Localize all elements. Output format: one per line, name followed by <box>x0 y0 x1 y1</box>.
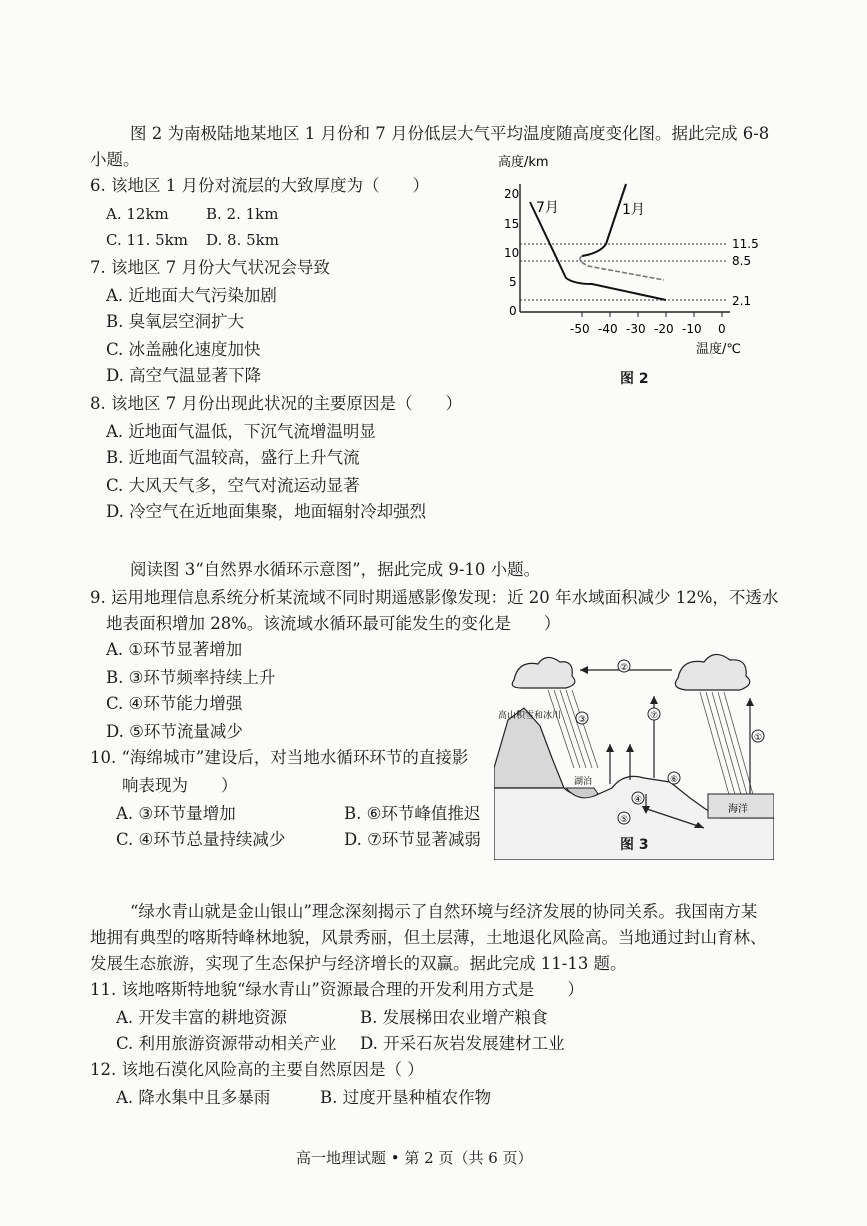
ytick-5: 5 <box>509 275 517 289</box>
question-10-option-b: B. ⑥环节峰值推迟 <box>344 804 481 823</box>
mark-3: ③ <box>578 715 587 725</box>
question-11-option-a: A. 开发丰富的耕地资源 <box>116 1008 287 1027</box>
xtick-m20: -20 <box>654 322 674 336</box>
xtick-m50: -50 <box>570 322 590 336</box>
mark-7: ⑦ <box>650 711 659 721</box>
question-9-stem-2: 地表面积增加 28%。该流域水循环最可能发生的变化是 ） <box>106 614 561 633</box>
question-6-option-c: C. 11. 5km <box>106 231 188 249</box>
figure-3-diagram <box>494 648 774 860</box>
july-label: 7月 <box>536 200 559 216</box>
arrow-head <box>650 696 658 704</box>
question-8-option-d: D. 冷空气在近地面集聚，地面辐射冷却强烈 <box>106 502 427 521</box>
january-label: 1月 <box>622 202 645 218</box>
xtick-m10: -10 <box>682 322 702 336</box>
question-7-option-a: A. 近地面大气污染加剧 <box>106 286 277 305</box>
question-8-stem: 8. 该地区 7 月份出现此状况的主要原因是（ ） <box>90 394 462 413</box>
intro-2: 阅读图 3“自然界水循环示意图”，据此完成 9-10 小题。 <box>130 560 541 579</box>
ocean-label: 海洋 <box>728 804 748 815</box>
question-10-option-d: D. ⑦环节显著减弱 <box>344 830 481 849</box>
level-label-11-5: 11.5 <box>732 237 759 251</box>
question-7-stem: 7. 该地区 7 月份大气状况会导致 <box>90 258 330 277</box>
question-11-stem: 11. 该地喀斯特地貌“绿水青山”资源最合理的开发利用方式是 ） <box>90 980 584 999</box>
question-8-option-a: A. 近地面气温低，下沉气流增温明显 <box>106 422 376 441</box>
intro-line-1: 图 2 为南极陆地某地区 1 月份和 7 月份低层大气平均温度随高度变化图。据此完成 6-8 <box>130 124 770 143</box>
ytick-15: 15 <box>504 217 520 231</box>
arrow-head <box>626 744 634 752</box>
question-7-option-c: C. 冰盖融化速度加快 <box>106 340 261 359</box>
figure-2-caption: 图 2 <box>620 371 649 387</box>
mark-5: ⑤ <box>620 815 629 825</box>
figure-3-caption: 图 3 <box>620 837 649 853</box>
arrow-head <box>606 744 614 752</box>
lake-label: 湖泊 <box>574 777 593 787</box>
arrow-head <box>580 666 588 674</box>
intro-3-line-1: “绿水青山就是金山银山”理念深刻揭示了自然环境与经济发展的协同关系。我国南方某 <box>130 902 758 921</box>
question-10-stem-2: 响表现为 ） <box>122 776 238 795</box>
mark-6: ⑥ <box>670 775 679 785</box>
intro-3-line-2: 地拥有典型的喀斯特峰林地貌，风景秀丽，但土层薄，土地退化风险高。当地通过封山育林、 <box>90 928 767 947</box>
mark-2: ② <box>620 663 629 673</box>
level-label-8-5: 8.5 <box>732 254 752 268</box>
intro-3-line-3: 发展生态旅游，实现了生态保护与经济增长的双赢。据此完成 11-13 题。 <box>90 954 627 973</box>
figure-2-graph <box>496 150 776 390</box>
page-footer: 高一地理试题 • 第 2 页（共 6 页） <box>296 1149 533 1167</box>
question-10-option-c: C. ④环节总量持续减少 <box>116 830 286 849</box>
question-7-option-b: B. 臭氧层空洞扩大 <box>106 312 245 331</box>
level-label-2-1: 2.1 <box>732 294 752 308</box>
mark-4: ④ <box>634 795 643 805</box>
figure-2-ylabel: 高度/km <box>498 155 549 170</box>
figure-3-water-cycle <box>494 648 774 860</box>
question-12-stem: 12. 该地石漠化风险高的主要自然原因是（ ） <box>90 1060 424 1079</box>
figure-2-xlabel: 温度/℃ <box>696 342 741 357</box>
question-9-option-c: C. ④环节能力增强 <box>106 694 243 713</box>
figure-2-temperature-height <box>496 150 776 390</box>
rain-right <box>700 692 754 798</box>
glacier-label: 高山积雪和冰川 <box>498 711 562 721</box>
question-12-option-b: B. 过度开垦种植农作物 <box>320 1088 492 1107</box>
question-7-option-d: D. 高空气温显著下降 <box>106 366 262 385</box>
cloud-left <box>512 657 575 688</box>
question-11-option-b: B. 发展梯田农业增产粮食 <box>360 1008 548 1027</box>
xtick-0: 0 <box>718 322 726 336</box>
question-9-stem-1: 9. 运用地理信息系统分析某流域不同时期遥感影像发现：近 20 年水域面积减少 12%，不透水 <box>90 588 779 607</box>
ytick-0: 0 <box>509 304 517 318</box>
question-12-option-a: A. 降水集中且多暴雨 <box>116 1088 271 1107</box>
january-curve-upper <box>582 184 626 256</box>
ytick-20: 20 <box>504 187 520 201</box>
question-8-option-b: B. 近地面气温较高，盛行上升气流 <box>106 448 360 467</box>
question-11-option-c: C. 利用旅游资源带动相关产业 <box>116 1034 337 1053</box>
question-9-option-d: D. ⑤环节流量减少 <box>106 722 243 741</box>
rain-left <box>548 690 598 768</box>
question-6-stem: 6. 该地区 1 月份对流层的大致厚度为（ ） <box>90 176 429 195</box>
mark-1: ① <box>754 733 763 743</box>
cloud-right <box>675 654 750 690</box>
question-9-option-a: A. ①环节显著增加 <box>106 640 243 659</box>
question-6-option-d: D. 8. 5km <box>206 231 279 249</box>
arrow-head <box>746 698 754 706</box>
question-10-option-a: A. ③环节量增加 <box>116 804 236 823</box>
ytick-10: 10 <box>504 246 520 260</box>
question-9-option-b: B. ③环节频率持续上升 <box>106 668 276 687</box>
xtick-m30: -30 <box>626 322 646 336</box>
question-11-option-d: D. 开采石灰岩发展建材工业 <box>360 1034 565 1053</box>
question-8-option-c: C. 大风天气多，空气对流运动显著 <box>106 476 360 495</box>
question-10-stem-1: 10. “海绵城市”建设后，对当地水循环环节的直接影 <box>90 748 469 767</box>
question-6-option-b: B. 2. 1km <box>206 205 279 223</box>
xtick-m40: -40 <box>598 322 618 336</box>
intro-line-2: 小题。 <box>90 150 140 169</box>
question-6-option-a: A. 12km <box>106 205 169 223</box>
